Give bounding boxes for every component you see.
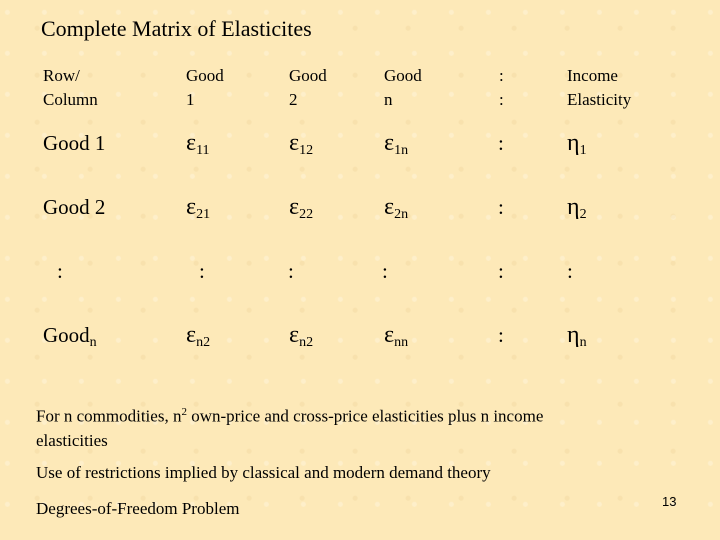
cell-subscript: 12 (299, 143, 314, 158)
cell-symbol: ε (384, 194, 395, 220)
note-restrictions: Use of restrictions implied by classical and modern demand theory (36, 463, 491, 482)
cell-ellipsis-r3c4 (498, 259, 504, 284)
cell-symbol: ε (289, 194, 300, 220)
header-ellipsis-line1: : (499, 66, 504, 85)
note-text-b: own-price and cross-price elasticities plus n income (186, 406, 544, 426)
header-good-2-line2: 2 (289, 90, 298, 109)
row-label-text: Good (43, 323, 90, 347)
cell-subscript: 1 (579, 143, 587, 158)
cell-symbol: ε (289, 322, 300, 348)
cell-symbol: : (382, 259, 388, 283)
row-label-good-1 (43, 131, 105, 156)
cell-symbol: : (498, 131, 504, 155)
cell-symbol: : (567, 259, 573, 283)
cell-subscript: n2 (196, 335, 211, 350)
cell-symbol: ε (384, 130, 395, 156)
cell-eta2 (567, 194, 587, 223)
cell-symbol: : (288, 259, 294, 283)
header-row-column-line2: Column (43, 90, 98, 109)
row-label-ellipsis (57, 259, 63, 284)
header-income-line1: Income (567, 66, 618, 85)
cell-subscript: n2 (299, 335, 314, 350)
cell-e2n (384, 194, 408, 223)
cell-symbol: : (199, 259, 205, 283)
header-income-line2: Elasticity (567, 90, 632, 109)
cell-en2-a (186, 322, 210, 351)
cell-symbol: ε (186, 322, 197, 348)
cell-ellipsis-r3c3 (382, 259, 388, 284)
cell-ellipsis-r3c2 (288, 259, 294, 284)
header-good-1 (186, 64, 224, 112)
cell-e11 (186, 130, 210, 159)
cell-symbol: : (498, 195, 504, 219)
row-label-good-2 (43, 195, 105, 220)
cell-symbol: ε (186, 194, 197, 220)
cell-ellipsis-r3c1 (199, 259, 205, 284)
cell-subscript: 21 (196, 207, 211, 222)
cell-subscript: 11 (196, 143, 210, 158)
header-ellipsis (499, 64, 504, 112)
cell-e12 (289, 130, 313, 159)
cell-ellipsis-2 (498, 195, 504, 220)
cell-e21 (186, 194, 210, 223)
cell-symbol: ε (384, 322, 395, 348)
cell-symbol: η (567, 322, 580, 348)
row-label-text: : (57, 259, 63, 283)
header-good-1-line2: 1 (186, 90, 195, 109)
cell-subscript: 2n (394, 207, 409, 222)
row-label-subscript: n (89, 335, 97, 350)
cell-symbol: η (567, 130, 580, 156)
cell-subscript: 22 (299, 207, 314, 222)
cell-enn (384, 322, 408, 351)
header-ellipsis-line2: : (499, 90, 504, 109)
cell-subscript: nn (394, 335, 409, 350)
cell-e22 (289, 194, 313, 223)
cell-symbol: η (567, 194, 580, 220)
cell-ellipsis-1 (498, 131, 504, 156)
cell-ellipsis-n (498, 323, 504, 348)
header-row-column-line1: Row/ (43, 66, 80, 85)
cell-eta1 (567, 130, 587, 159)
header-good-n-line1: Good (384, 66, 422, 85)
header-income-elasticity (567, 64, 631, 112)
slide-title: Complete Matrix of Elasticites (41, 16, 312, 41)
row-label-good-n (43, 323, 97, 351)
cell-en2-b (289, 322, 313, 351)
cell-ellipsis-r3c5 (567, 259, 573, 284)
cell-subscript: n (579, 335, 587, 350)
header-good-1-line1: Good (186, 66, 224, 85)
header-row-column (43, 64, 98, 112)
note-text-c: elasticities (36, 430, 108, 450)
header-good-2 (289, 64, 327, 112)
note-superscript: 2 (181, 406, 187, 418)
cell-etan (567, 322, 587, 351)
cell-symbol: ε (289, 130, 300, 156)
row-label-text: Good 2 (43, 195, 106, 219)
cell-subscript: 2 (579, 207, 587, 222)
cell-e1n (384, 130, 408, 159)
page-number: 13 (662, 494, 677, 509)
note-text-a: For n commodities, n (36, 406, 182, 426)
cell-subscript: 1n (394, 143, 409, 158)
note-commodities (36, 400, 676, 453)
header-good-2-line1: Good (289, 66, 327, 85)
row-label-text: Good 1 (43, 131, 106, 155)
cell-symbol: ε (186, 130, 197, 156)
cell-symbol: : (498, 323, 504, 347)
header-good-n (384, 64, 422, 112)
note-degrees-of-freedom: Degrees-of-Freedom Problem (36, 499, 240, 518)
header-good-n-line2: n (384, 90, 393, 109)
cell-symbol: : (498, 259, 504, 283)
